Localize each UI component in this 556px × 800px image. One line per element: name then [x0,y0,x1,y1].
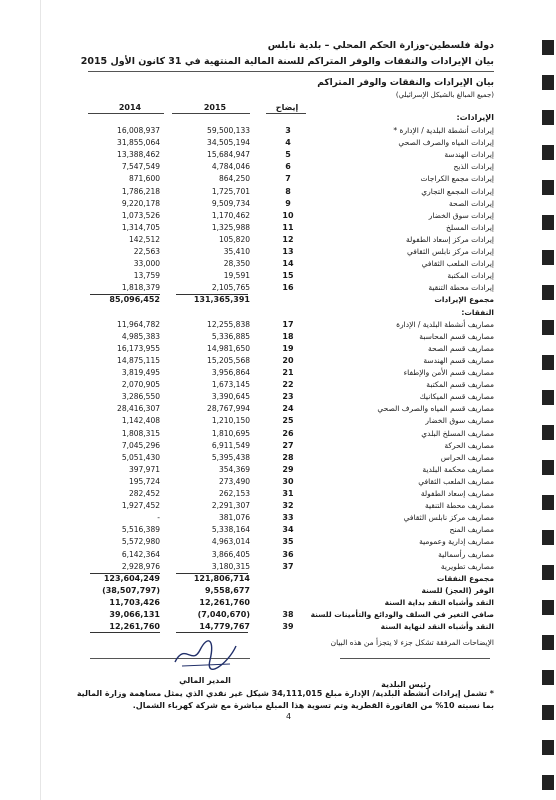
table-row [0,308,556,318]
value-2015: 3,180,315 [211,561,250,571]
note-number: 39 [282,622,294,632]
binder-tab [542,740,554,755]
value-2014: 3,819,495 [121,368,160,377]
row-label: مصاريف قسم الميكانيك [419,392,494,402]
value-2015: 12,261,760 [199,597,250,607]
table-row [0,247,556,257]
table-row [0,404,556,414]
value-2015: 3,956,864 [211,368,250,377]
table-row [0,574,556,584]
table-row [0,622,556,632]
row-label: مصاريف إسعاد الطفولة [420,489,494,498]
value-2015: 5,338,164 [211,525,250,535]
row-label: إيرادات أنشطة البلدية / الإدارة * [393,126,494,135]
note-number: 30 [282,476,294,486]
note-number: 37 [282,561,294,571]
value-2015: 381,076 [218,513,250,523]
row-label: مصاريف الحركة [444,440,494,450]
note-number: 25 [282,416,294,426]
note-number: 13 [282,247,294,256]
value-2015: 34,505,194 [207,138,250,148]
table-row [0,465,556,475]
row-label: إيرادات محطة التنقية [428,283,494,293]
binder-tab [542,75,554,90]
note-number: 34 [282,525,294,535]
value-2015: 35,410 [223,247,250,256]
value-2014: 12,261,760 [109,622,160,632]
value-2015: 121,806,714 [193,573,250,583]
binder-tab [542,670,554,685]
value-2014: 1,073,526 [121,210,160,220]
value-2014: 7,547,549 [121,162,160,172]
table-row [0,525,556,535]
value-2015: 4,784,046 [211,162,250,172]
value-2014: 7,045,296 [121,440,160,450]
note-number: 27 [282,440,294,450]
note-number: 22 [282,380,294,390]
note-number: 8 [285,186,291,196]
row-label: مصاريف قسم الصحة [427,343,494,353]
row-label: مصاريف تطويرية [440,561,494,571]
value-2014: 1,927,452 [121,501,160,511]
table-row [0,477,556,487]
header-line-1: دولة فلسطين-وزارة الحكم المحلي – بلدية نابلس [267,40,494,51]
table-row [0,187,556,197]
table-row [0,453,556,463]
value-2015: 2,105,765 [211,283,250,293]
row-label: النقد وأشباه النقد بداية السنة [384,597,494,607]
value-2015: 19,591 [223,271,250,281]
table-row [0,295,556,305]
value-2015: 1,210,150 [211,416,250,426]
row-label: مصاريف سوق الخضار [425,416,494,426]
note-number: 26 [282,428,294,438]
table-row [0,441,556,451]
column-header-2015: 2015 [203,103,227,112]
row-label: إيرادات الصحة [449,198,494,208]
note-number: 9 [285,198,291,208]
column-rule-2014 [88,113,164,114]
value-2014: 871,600 [128,174,160,184]
table-row [0,489,556,499]
finance-director-label: المدير المالي [179,676,231,685]
row-label: النفقات: [461,307,494,317]
table-row [0,562,556,572]
value-2014: 14,875,115 [117,355,160,365]
page-number: 4 [286,712,292,721]
table-row [0,211,556,221]
row-label: إيرادات مركز إسعاد الطفولة [405,234,494,244]
note-number: 17 [282,319,294,329]
value-2014: 142,512 [128,234,160,244]
table-row [0,332,556,342]
row-label: مصاريف المسلخ البلدي [421,428,494,438]
value-2014: 6,142,364 [121,549,160,559]
note-number: 15 [282,271,294,281]
value-2014: (38,507,797) [102,585,160,595]
table-row [0,199,556,209]
total-rule [90,294,160,295]
value-2014: 1,818,379 [121,283,160,293]
note-number: 36 [282,549,294,559]
note-number: 6 [285,162,291,172]
table-row [0,368,556,378]
value-2014: 9,220,178 [121,198,160,208]
note-number: 32 [282,501,294,511]
table-row [0,537,556,547]
note-number: 23 [282,392,294,402]
value-2015: 5,336,885 [211,331,250,341]
section-title: بيان الإيرادات والنفقات والوفر المتراكم [317,78,494,88]
row-label: مصاريف مركز نابلس الثقافي [403,513,494,523]
value-2014: 123,604,249 [103,573,160,583]
value-2014: 13,388,462 [117,150,160,160]
value-2014: 4,985,383 [121,331,160,341]
table-row [0,586,556,596]
row-label: مصاريف محطة التنقية [424,501,494,511]
value-2015: 1,810,695 [211,428,250,438]
value-2014: 397,971 [128,464,160,474]
note-number: 19 [282,343,294,353]
row-label: صافي التغير في السلف والودائع والتأمينات للسنة [310,610,494,619]
value-2015: 28,350 [223,259,250,269]
mayor-signature-line [340,658,490,659]
table-row [0,162,556,172]
binder-tab [542,110,554,125]
note-number: 14 [282,259,294,269]
row-label: مصاريف الملعب الثقافي [418,476,494,486]
revenues-label: الإيرادات: [456,113,494,122]
note-number: 10 [282,210,294,220]
note-number: 11 [282,222,294,232]
row-label: مصاريف الحراس [440,452,494,462]
note-number: 18 [282,331,294,341]
row-label: مصاريف محكمة البلدية [422,464,494,474]
note-number: 31 [282,489,294,498]
note-number: 28 [282,452,294,462]
value-2014: 16,008,937 [117,126,160,135]
section-subtitle: (جميع المبالغ بالشيكل الإسرائيلي) [395,91,494,99]
column-rule-note [266,113,306,114]
value-2014: 33,000 [133,259,160,269]
footnote: * تشمل إيرادات أنشطة البلدية/ الإدارة مبلغ 34,111,015 شيكل غير نقدي الذي يمثل مساهمة وزارة المالية بما نسبته 10% من الفاتورة القطرية وتم تسوية هذا المبلغ مباشرة مع شركة كهرباء الشمال. [76,689,494,710]
value-2014: 2,928,976 [121,561,160,571]
note-number: 4 [285,138,291,148]
row-label: إيرادات المياه والصرف الصحي [398,138,494,148]
value-2015: 864,250 [218,174,250,184]
value-2015: 3,866,405 [211,549,250,559]
table-row [0,416,556,426]
value-2014: 282,452 [128,489,160,498]
table-row [0,271,556,281]
row-label: مصاريف قسم المكتبة [426,380,494,390]
value-2014: 39,066,131 [109,610,160,619]
value-2015: 12,255,838 [207,319,250,329]
table-row [0,174,556,184]
table-row [0,513,556,523]
row-label: النقد وأشباه النقد لنهاية السنة [380,622,494,632]
value-2015: 105,820 [218,234,250,244]
row-label: مصاريف قسم الأمن والإطفاء [403,368,494,377]
table-row [0,344,556,354]
value-2015: 131,365,391 [193,295,250,305]
mayor-label: رئيس البلدية [381,680,431,689]
value-2014: 3,286,550 [121,392,160,402]
total-rule [90,573,160,574]
row-label: مصاريف إدارية وعمومية [419,537,494,547]
value-2015: 6,911,549 [211,440,250,450]
value-2014: 5,051,430 [121,452,160,462]
table-row [0,320,556,330]
table-row [0,223,556,233]
table-row [0,380,556,390]
value-2015: 262,153 [218,489,250,498]
row-label: الوفر (العجز) للسنة [421,585,494,595]
binder-tab [542,705,554,720]
value-2015: 15,684,947 [207,150,250,160]
row-label: إيرادات الملعب الثقافي [421,259,494,269]
column-header-note: إيضاح [275,103,299,112]
value-2014: 1,314,705 [121,222,160,232]
value-2014: 13,759 [133,271,160,281]
value-2015: 59,500,133 [207,126,250,135]
header-rule [88,71,494,72]
value-2014: 31,855,064 [117,138,160,148]
row-label: إيرادات مجمع الكراجات [420,174,494,184]
value-2015: 273,490 [218,476,250,486]
note-number: 38 [282,610,294,619]
note-number: 21 [282,368,294,377]
value-2014: 11,964,782 [117,319,160,329]
value-2014: 16,173,955 [117,343,160,353]
table-row [0,126,556,136]
value-2014: 1,142,408 [121,416,160,426]
note-number: 35 [282,537,294,547]
row-label: مصاريف رأسمالية [438,549,494,559]
value-2014: 22,563 [133,247,160,256]
table-row [0,138,556,148]
row-label: مصاريف أنشطة البلدية / الإدارة [396,319,494,329]
row-label: إيرادات الذبح [453,162,494,172]
note-number: 5 [285,150,291,160]
value-2014: 5,516,389 [121,525,160,535]
table-row [0,150,556,160]
total-rule [176,573,248,574]
binder-tab [542,40,554,55]
table-row [0,610,556,620]
column-rule-2015 [172,113,250,114]
value-2015: 1,325,988 [211,222,250,232]
table-row [0,429,556,439]
value-2015: (7,040,670) [197,610,250,619]
row-label: مصاريف قسم المحاسبة [419,331,494,341]
total-rule [176,294,248,295]
row-label: إيرادات المجمع التجاري [421,186,494,196]
table-row [0,356,556,366]
table-row [0,283,556,293]
note-number: 12 [282,234,294,244]
note-number: 29 [282,464,294,474]
value-2015: 14,779,767 [199,622,250,632]
value-2015: 14,981,650 [207,343,250,353]
row-label: مصاريف المنح [449,525,494,535]
table-row [0,392,556,402]
table-row [0,259,556,269]
binder-tab [542,635,554,650]
table-row [0,501,556,511]
row-label: إيرادات المكتبة [447,271,494,281]
note-number: 16 [282,283,294,293]
row-label: إيرادات مركز نابلس الثقافي [407,247,494,256]
row-label: إيرادات الهندسة [444,150,494,160]
value-2015: 354,369 [218,464,250,474]
value-2015: 3,390,645 [211,392,250,402]
row-label: مجموع الإيرادات [434,295,494,305]
value-2015: 2,291,307 [211,501,250,511]
note-number: 3 [285,126,291,135]
table-row [0,598,556,608]
note-number: 33 [282,513,294,523]
value-2014: 195,724 [128,476,160,486]
value-2015: 28,767,994 [207,404,250,414]
value-2015: 5,395,438 [211,452,250,462]
value-2014: 1,808,315 [121,428,160,438]
value-2014: 5,572,980 [121,537,160,547]
row-label: مصاريف قسم الهندسة [423,355,494,365]
value-2014: 11,703,426 [109,597,160,607]
value-2015: 15,205,568 [207,355,250,365]
closing-total-rule [90,632,160,633]
row-label: إيرادات سوق الخضار [428,210,494,220]
column-header-2014: 2014 [118,103,142,112]
value-2014: - [157,513,160,523]
note-number: 20 [282,355,294,365]
value-2015: 1,673,145 [211,380,250,390]
value-2015: 9,509,734 [211,198,250,208]
handwritten-signature [170,636,240,672]
value-2014: 1,786,218 [121,186,160,196]
value-2015: 4,963,014 [211,537,250,547]
value-2015: 1,725,701 [211,186,250,196]
row-label: مجموع النفقات [436,573,494,583]
note-number: 24 [282,404,294,414]
header-line-2: بيان الإيرادات والنفقات والوفر المتراكم للسنة المالية المنتهية في 31 كانون الأول 2015 [80,56,494,67]
row-label: مصاريف قسم المياه والصرف الصحي [377,404,494,414]
value-2015: 9,558,677 [204,585,250,595]
notes-declaration: الإيضاحات المرفقة تشكل جزء لا يتجزأ من هذه البيان [330,638,494,647]
value-2015: 1,170,462 [211,210,250,220]
binder-tab [542,775,554,790]
value-2014: 2,070,905 [121,380,160,390]
table-row [0,235,556,245]
note-number: 7 [285,174,291,184]
closing-total-rule [176,632,248,633]
value-2014: 28,416,307 [117,404,160,414]
table-row [0,550,556,560]
row-label: إيرادات المسلخ [446,222,494,232]
value-2014: 85,096,452 [109,295,160,305]
